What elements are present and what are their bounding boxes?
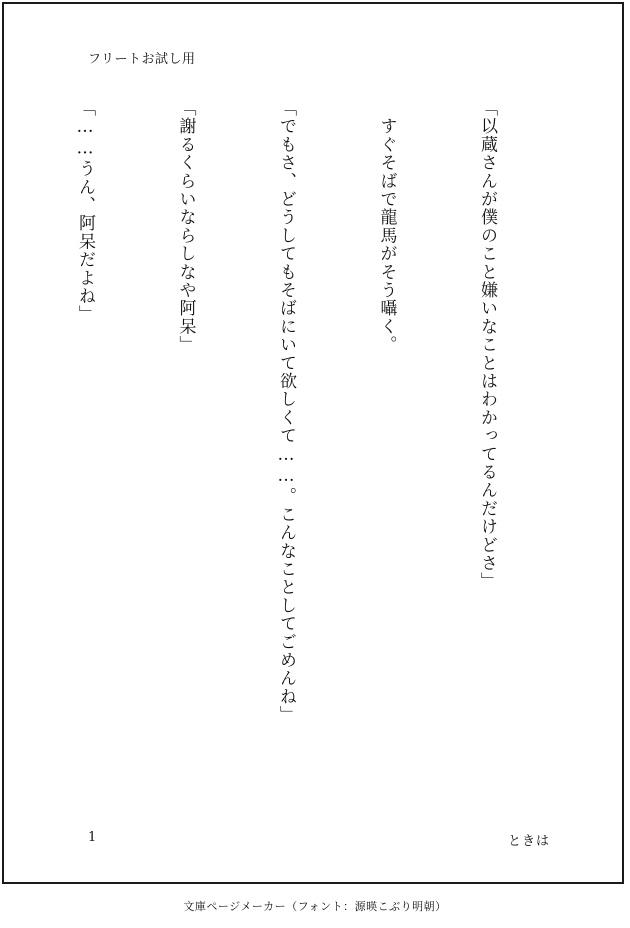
body-line: すぐそばで龍馬がそう囁く。: [376, 99, 397, 354]
body-line: 「……うん、阿呆だよね」: [75, 99, 95, 324]
author-name: ときは: [508, 834, 551, 849]
page-header-title: フリートお試し用: [88, 52, 196, 67]
body-line: 「謝るくらいならしなや阿呆」: [175, 99, 196, 354]
page-frame: [2, 2, 624, 884]
footer-credit: 文庫ページメーカー（フォント：源暎こぶり明朝）: [183, 900, 447, 913]
body-text: [70, 99, 570, 809]
body-line: 「以蔵さんが僕のこと嫌いなことはわかってるんだけどさ」: [477, 99, 497, 591]
body-line: 「でもさ、どうしてもそばにいて欲しくて……。こんなことしてごめんね」: [276, 99, 296, 724]
page-number: 1: [88, 830, 97, 845]
